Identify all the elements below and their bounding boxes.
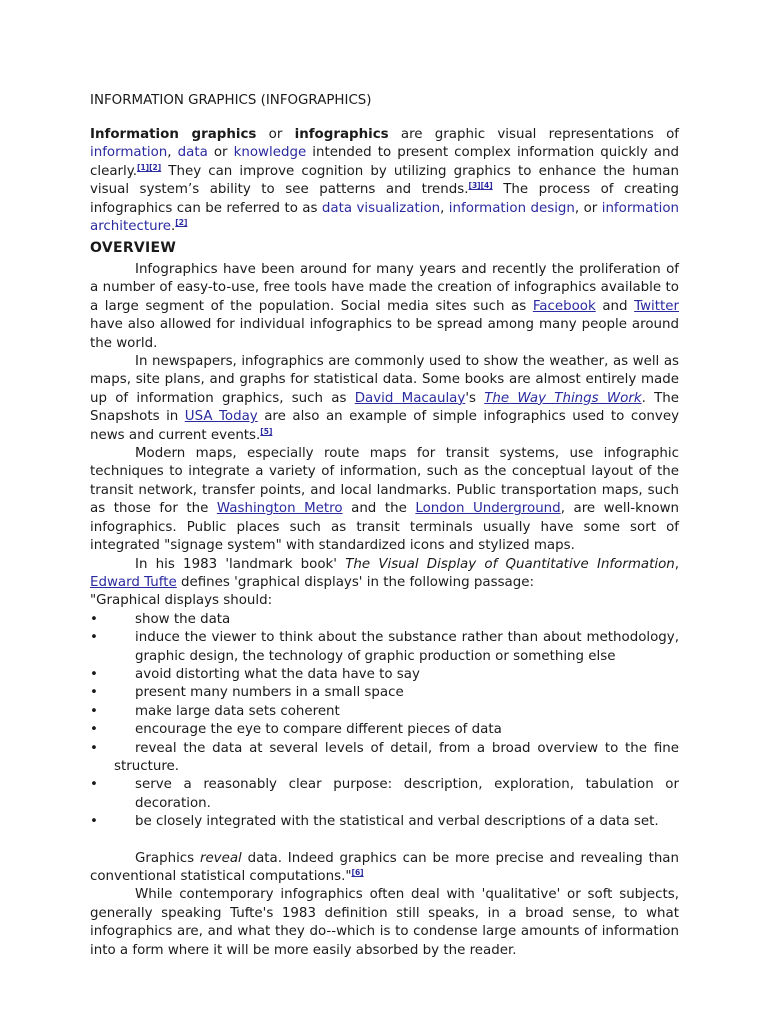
link-london-underground[interactable]: London Underground bbox=[415, 501, 561, 517]
citation-3[interactable]: [3] bbox=[468, 181, 481, 191]
link-edward-tufte[interactable]: Edward Tufte bbox=[90, 574, 177, 590]
paragraph-tools: Infographics have been around for many years and recently the proliferation of a number of easy-to-use, free tools have made the creation of infographics available to a large segment of the population. Social media sites such as Facebook and Twitter have also allowed for individual infographics to be spread among many people around the world. bbox=[90, 262, 679, 351]
citation-2[interactable]: [2] bbox=[149, 162, 162, 172]
list-item: • present many numbers in a small space bbox=[90, 684, 679, 702]
overview-body bbox=[90, 261, 679, 960]
citation-6[interactable]: [6] bbox=[351, 868, 364, 877]
list-item: • make large data sets coherent bbox=[90, 703, 679, 721]
bullet-icon: • bbox=[90, 814, 98, 830]
list-item: • avoid distorting what the data have to say bbox=[90, 666, 679, 684]
term-information-graphics: Information graphics bbox=[90, 127, 257, 142]
paragraph-maps: Modern maps, especially route maps for transit systems, use infographic techniques to integrate a variety of information, such as the conceptual layout of the transit network, transfer points, and local landmarks. Public transportation maps, such as those for the Washington Metro and the London Underground, are well-known infographics. Public places such as transit terminals usually have some sort of integrated "signage system" with standardized icons and stylized maps. bbox=[90, 446, 680, 554]
paragraph-contemporary: While contemporary infographics often deal with 'qualitative' or soft subjects, generally speaking Tufte's 1983 definition still speaks, in a broad sense, to what infographics are, and what they do--which is to condense large amounts of information into a form where it will be more easily absorbed by the reader. bbox=[90, 887, 679, 958]
bullet-icon: • bbox=[90, 666, 98, 682]
list-item: • reveal the data at several levels of detail, from a broad overview to the fine structure. bbox=[90, 740, 679, 774]
bullet-icon: • bbox=[90, 630, 98, 646]
intro-paragraph: Information graphics or infographics are graphic visual representations of information, data or knowledge intended to present complex information quickly and clearly.[1][2] They can improve cognition by utilizing graphics to enhance the human visual system’s ability to see patterns and trends.[3][4] The process of creating infographics can be referred to as data visualization, information design, or information architecture.[2] bbox=[90, 127, 680, 235]
link-information-design[interactable]: information design bbox=[448, 200, 575, 216]
bullet-icon: • bbox=[90, 611, 98, 627]
list-item: • encourage the eye to compare different pieces of data bbox=[90, 721, 679, 739]
emphasis-reveal: reveal bbox=[199, 850, 242, 866]
citation-2-repeat[interactable]: [2] bbox=[175, 218, 188, 228]
blank-line bbox=[90, 832, 679, 850]
link-information-architecture[interactable]: information architecture bbox=[90, 200, 680, 235]
book-title: The Visual Display of Quantitative Information bbox=[345, 556, 675, 572]
list-item: • serve a reasonably clear purpose: description, exploration, tabulation or decoration. bbox=[90, 777, 679, 811]
list-item: • induce the viewer to think about the substance rather than about methodology, graphic design, the technology of graphic production or something else bbox=[90, 630, 679, 664]
paragraph-reveal: Graphics reveal data. Indeed graphics can be more precise and revealing than conventional statistical computations."[6] bbox=[90, 850, 679, 884]
document-title: INFORMATION GRAPHICS (INFOGRAPHICS) bbox=[90, 93, 372, 108]
link-twitter[interactable]: Twitter bbox=[634, 298, 679, 314]
paragraph-newspapers: In newspapers, infographics are commonly used to show the weather, as well as maps, site plans, and graphs for statistical data. Some books are almost entirely made up of information graphics, such as David Macaulay's The Way Things Work. The Snapshots in USA Today are also an example of simple infographics used to convey news and current events.[5] bbox=[90, 354, 680, 443]
link-the-way-things-work[interactable]: The Way Things Work bbox=[484, 390, 642, 406]
overview-heading: OVERVIEW bbox=[90, 240, 177, 256]
link-data-visualization[interactable]: data visualization bbox=[321, 200, 441, 216]
link-information[interactable]: information bbox=[90, 145, 168, 161]
link-facebook[interactable]: Facebook bbox=[532, 298, 596, 314]
term-infographics: infographics bbox=[294, 127, 389, 142]
link-david-macaulay[interactable]: David Macaulay bbox=[354, 390, 466, 406]
citation-5[interactable]: [5] bbox=[260, 426, 273, 436]
citation-4[interactable]: [4] bbox=[480, 181, 493, 191]
bullet-icon: • bbox=[90, 777, 98, 793]
list-item: • show the data bbox=[90, 611, 679, 629]
quote-intro: "Graphical displays should: bbox=[90, 593, 273, 609]
citation-1[interactable]: [1] bbox=[137, 162, 150, 172]
link-knowledge[interactable]: knowledge bbox=[233, 145, 307, 161]
bullet-list bbox=[90, 611, 679, 832]
link-data[interactable]: data bbox=[177, 145, 208, 161]
bullet-icon: • bbox=[90, 740, 98, 756]
bullet-icon: • bbox=[90, 703, 98, 719]
paragraph-tufte: In his 1983 'landmark book' The Visual Display of Quantitative Information, Edward Tufte defines 'graphical displays' in the following passage: bbox=[90, 556, 680, 590]
bullet-icon: • bbox=[90, 685, 98, 701]
bullet-icon: • bbox=[90, 722, 98, 738]
link-washington-metro[interactable]: Washington Metro bbox=[216, 501, 343, 517]
list-item: • be closely integrated with the statistical and verbal descriptions of a data set. bbox=[90, 813, 679, 831]
link-usa-today[interactable]: USA Today bbox=[184, 409, 258, 425]
